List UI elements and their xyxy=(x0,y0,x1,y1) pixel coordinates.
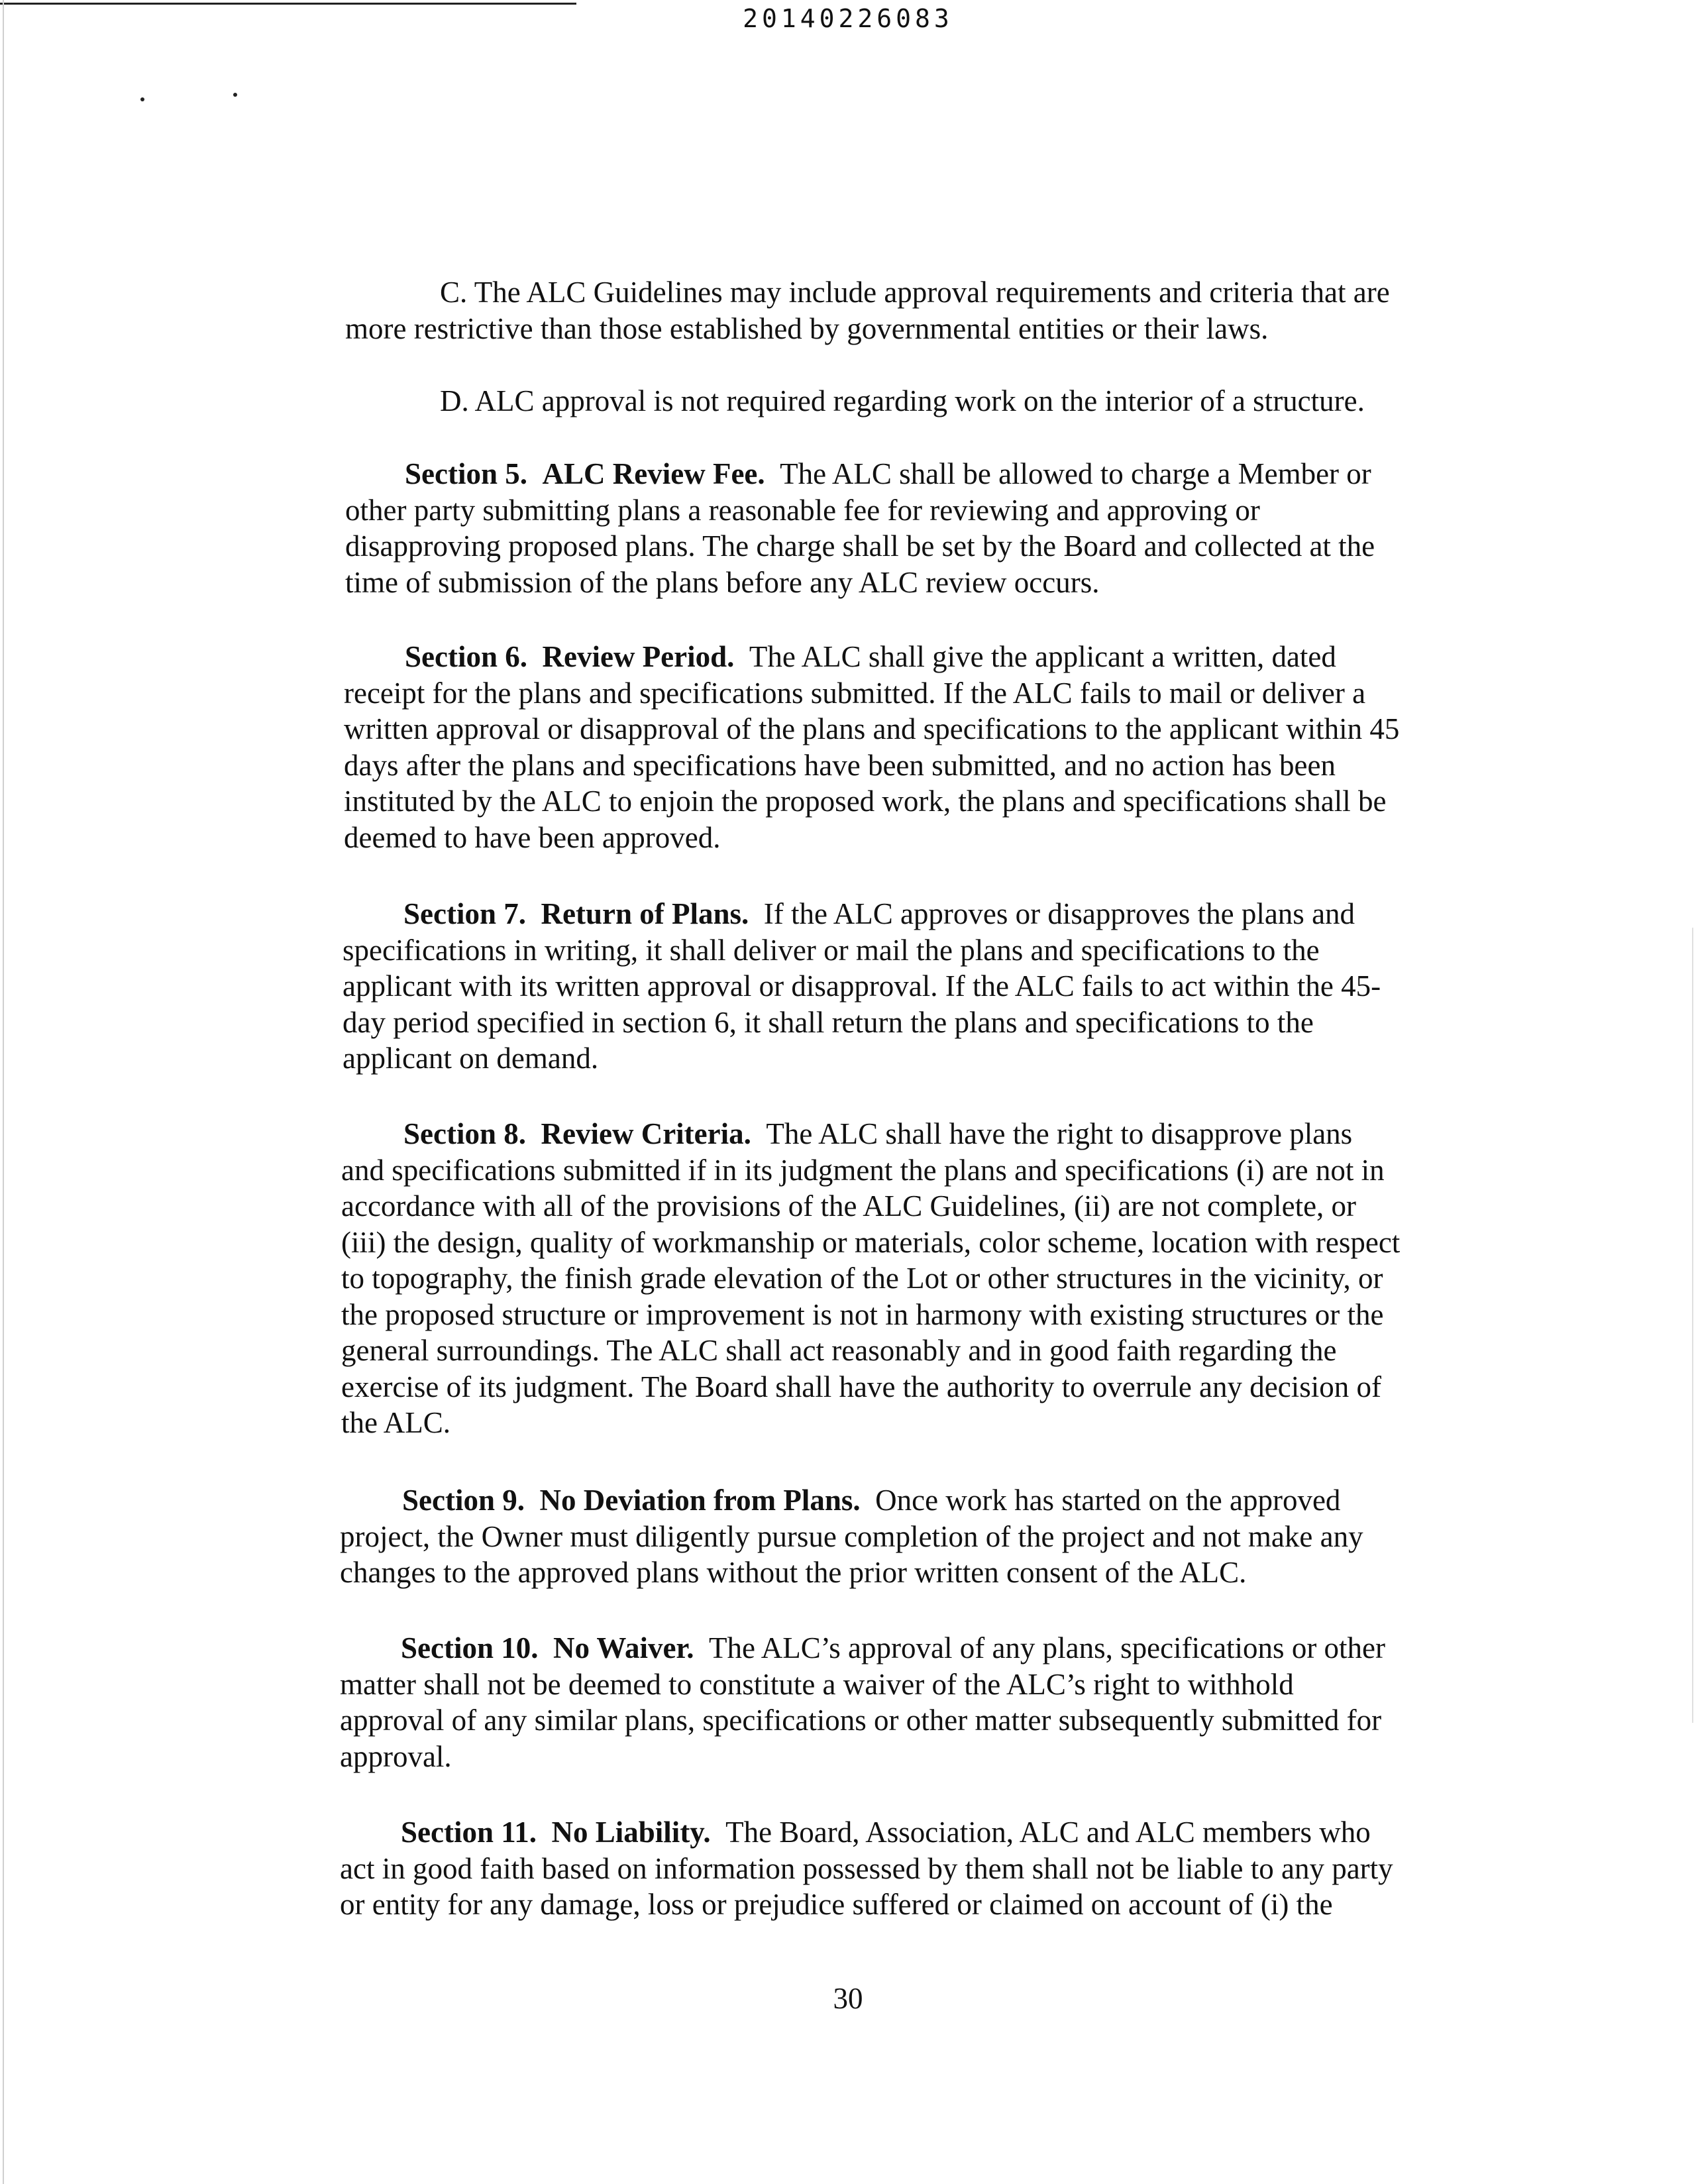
section-10-number: Section 10. xyxy=(401,1631,539,1665)
document-number: 20140226083 xyxy=(743,4,953,33)
section-6-number: Section 6. xyxy=(405,640,527,673)
text-line: the ALC. xyxy=(341,1406,450,1439)
text-line: matter shall not be deemed to constitute a waiver of the ALC’s right to withhold xyxy=(340,1667,1294,1701)
section-8-number: Section 8. xyxy=(403,1117,526,1150)
text-line: The ALC’s approval of any plans, specifications or other xyxy=(709,1631,1386,1665)
text-line: written approval or disapproval of the plans and specifications to the applicant within 45 xyxy=(344,712,1400,745)
text-line: instituted by the ALC to enjoin the proposed work, the plans and specifications shall be xyxy=(344,785,1387,818)
text-line: and specifications submitted if in its judgment the plans and specifications (i) are not in xyxy=(341,1153,1385,1187)
text-line: act in good faith based on information possessed by them shall not be liable to any party xyxy=(340,1851,1393,1885)
section-11-number: Section 11. xyxy=(401,1816,537,1849)
scan-right-edge xyxy=(1692,928,1693,1723)
text-line: accordance with all of the provisions of the ALC Guidelines, (ii) are not complete, or xyxy=(341,1189,1357,1223)
text-line: applicant with its written approval or disapproval. If the ALC fails to act within the 45- xyxy=(343,969,1381,1003)
text-line: project, the Owner must diligently pursue completion of the project and not make any xyxy=(340,1519,1363,1553)
section-8-first-line xyxy=(403,1116,1481,1152)
text-line: approval of any similar plans, specifications or other matter subsequently submitted for xyxy=(340,1704,1382,1737)
section-5-first-line xyxy=(405,456,1485,492)
section-9-title: No Deviation from Plans. xyxy=(539,1484,861,1517)
scan-speck xyxy=(233,93,237,97)
page-number: 30 xyxy=(833,1982,863,2015)
section-6 xyxy=(344,639,1483,855)
section-7 xyxy=(343,896,1482,1077)
text-line: days after the plans and specifications have been submitted, and no action has been xyxy=(344,748,1336,782)
section-7-title: Return of Plans. xyxy=(541,897,749,930)
text-line: Once work has started on the approved xyxy=(875,1484,1341,1517)
section-8 xyxy=(341,1116,1481,1441)
section-10-title: No Waiver. xyxy=(553,1631,694,1665)
section-5 xyxy=(345,456,1485,600)
section-7-number: Section 7. xyxy=(403,897,526,930)
section-9-number: Section 9. xyxy=(402,1484,525,1517)
section-9 xyxy=(340,1482,1479,1591)
text-line: day period specified in section 6, it shall return the plans and specifications to the xyxy=(343,1005,1314,1039)
text-line: exercise of its judgment. The Board shall have the authority to overrule any decision of xyxy=(341,1370,1381,1403)
text-line: D. ALC approval is not required regarding work on the interior of a structure. xyxy=(440,384,1365,417)
text-line: (iii) the design, quality of workmanship or materials, color scheme, location with respect xyxy=(341,1225,1401,1259)
paragraph-c xyxy=(345,274,1485,347)
scan-left-edge xyxy=(3,0,4,2184)
text-line: the proposed structure or improvement is not in harmony with existing structures or the xyxy=(341,1297,1384,1331)
text-line: The ALC shall have the right to disapprove plans xyxy=(766,1117,1353,1150)
section-11 xyxy=(340,1814,1479,1923)
section-11-first-line xyxy=(401,1814,1479,1851)
text-line: receipt for the plans and specifications submitted. If the ALC fails to mail or deliver a xyxy=(344,676,1366,710)
text-line: deemed to have been approved. xyxy=(344,820,721,854)
paragraph-d xyxy=(345,383,1485,419)
text-line: to topography, the finish grade elevation of the Lot or other structures in the vicinity, or xyxy=(341,1262,1383,1295)
text-line: changes to the approved plans without the prior written consent of the ALC. xyxy=(340,1556,1247,1589)
text-line: The Board, Association, ALC and ALC members who xyxy=(725,1816,1371,1849)
section-9-first-line xyxy=(402,1482,1479,1519)
text-line: The ALC shall be allowed to charge a Member or xyxy=(780,457,1371,490)
text-line: approval. xyxy=(340,1739,452,1773)
scan-speck xyxy=(140,97,144,101)
section-6-title: Review Period. xyxy=(542,640,735,673)
section-10-first-line xyxy=(401,1630,1479,1666)
text-line: general surroundings. The ALC shall act reasonably and in good faith regarding the xyxy=(341,1334,1337,1367)
text-line: specifications in writing, it shall deliver or mail the plans and specifications to the xyxy=(343,933,1320,967)
text-line: time of submission of the plans before any ALC review occurs. xyxy=(345,565,1100,599)
section-8-title: Review Criteria. xyxy=(541,1117,751,1150)
section-7-first-line xyxy=(403,896,1482,932)
section-6-first-line xyxy=(405,639,1483,675)
text-line: applicant on demand. xyxy=(343,1042,599,1075)
text-line: C. The ALC Guidelines may include approval requirements and criteria that are xyxy=(440,276,1390,309)
text-line: disapproving proposed plans. The charge shall be set by the Board and collected at the xyxy=(345,529,1375,563)
text-line: If the ALC approves or disapproves the plans and xyxy=(763,897,1355,930)
text-line: or entity for any damage, loss or prejudice suffered or claimed on account of (i) the xyxy=(340,1888,1333,1921)
section-5-number: Section 5. xyxy=(405,457,527,490)
text-line: The ALC shall give the applicant a written, dated xyxy=(749,640,1336,673)
section-11-title: No Liability. xyxy=(551,1816,711,1849)
text-line: more restrictive than those established by governmental entities or their laws. xyxy=(345,311,1269,345)
text-line: other party submitting plans a reasonable fee for reviewing and approving or xyxy=(345,493,1260,527)
section-5-title: ALC Review Fee. xyxy=(542,457,765,490)
section-10 xyxy=(340,1630,1479,1774)
